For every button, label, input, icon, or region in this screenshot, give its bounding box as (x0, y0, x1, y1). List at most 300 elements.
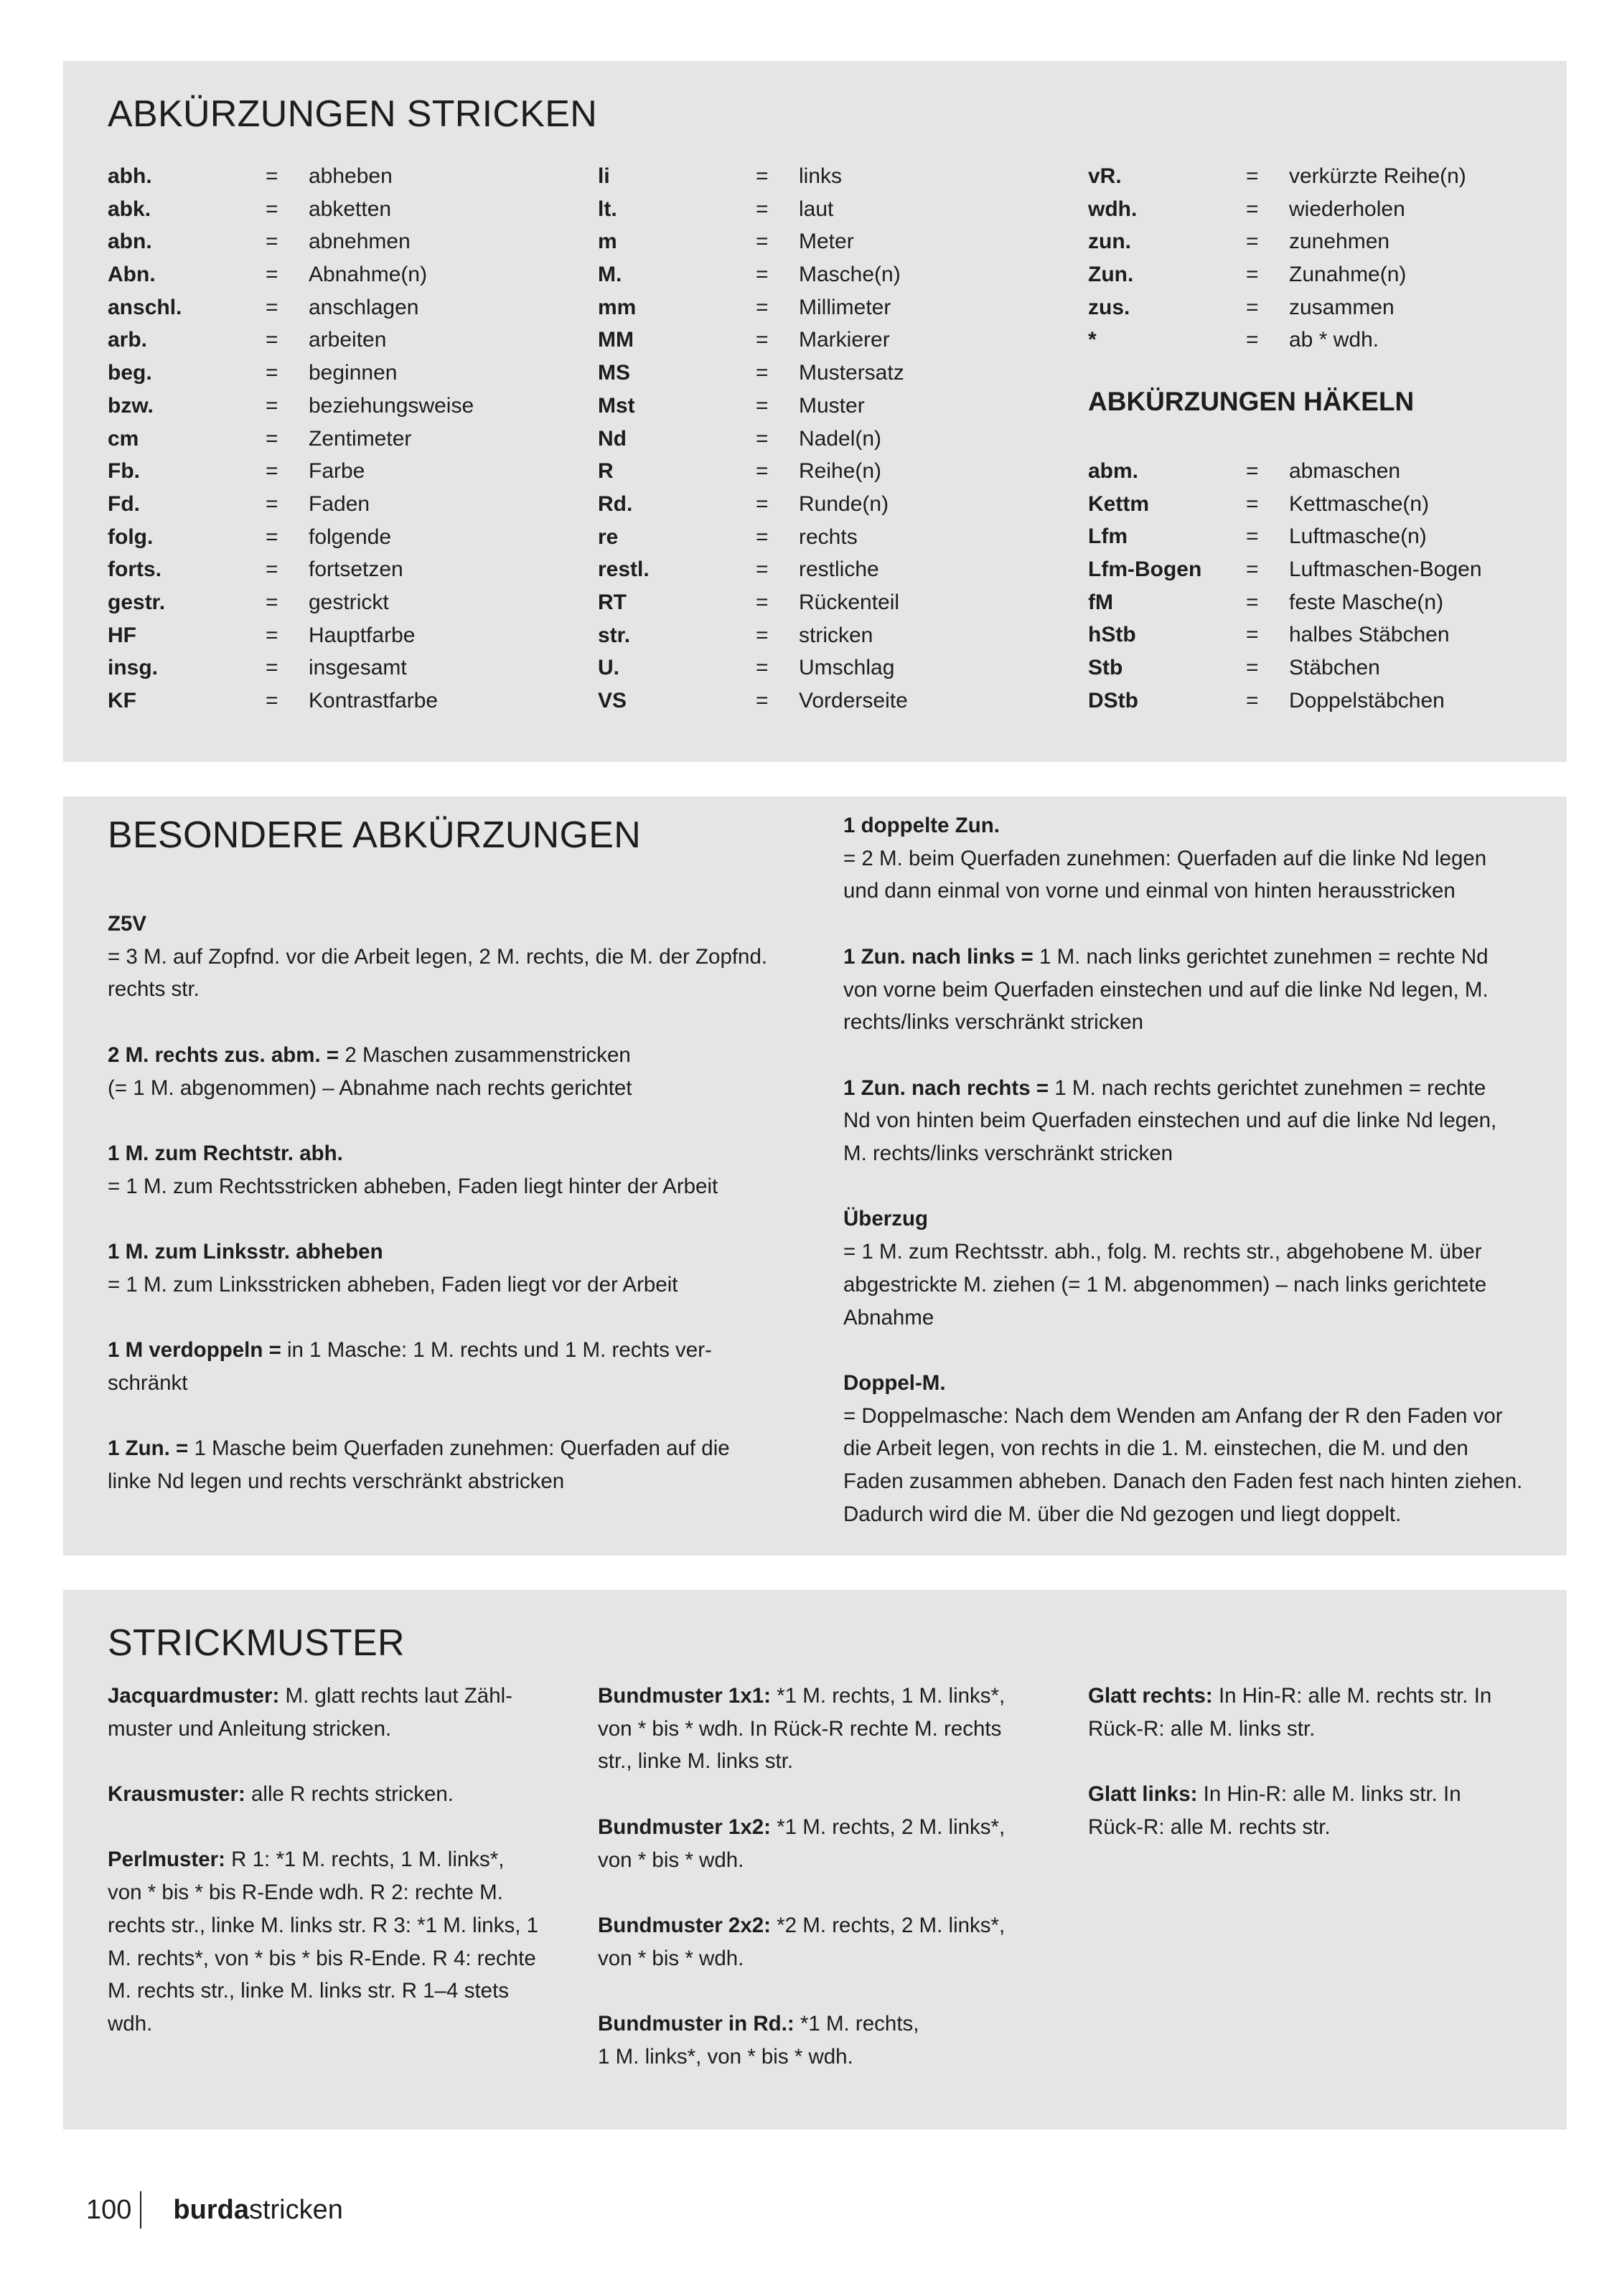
definition-line (108, 1072, 767, 1105)
definition-line (108, 1680, 538, 1713)
abbreviation-term: forts. (108, 557, 161, 582)
definition-text: Rück-R: alle M. links str. (1088, 1716, 1316, 1741)
definition-line (598, 1844, 1005, 1877)
brand-bold: burda (173, 2194, 249, 2225)
knit-abbr-column-2 (598, 160, 908, 718)
definition-text: 1 M. nach links gerichtet zunehmen = rechte Nd (1033, 944, 1489, 969)
definition-text: alle R rechts stricken. (245, 1782, 454, 1807)
abbreviation-meaning: Zentimeter (309, 426, 412, 451)
abbreviation-term: zus. (1088, 295, 1130, 319)
definition-line (598, 2041, 1005, 2074)
definition-line (843, 1137, 1522, 1170)
abbreviation-term: RT (598, 590, 627, 614)
definition-line (598, 1811, 1005, 1844)
abbreviation-meaning: Reihe(n) (799, 459, 882, 484)
definition-text: *1 M. rechts, 1 M. links*, (770, 1684, 1006, 1708)
definition-line (108, 1843, 538, 1876)
equals-sign: = (266, 393, 278, 418)
definition-text: M. rechts*, von * bis * bis R-Ende. R 4: rechte (108, 1946, 536, 1970)
definition-line (843, 974, 1522, 1007)
equals-sign: = (1246, 656, 1259, 680)
abbreviation-term: MS (598, 361, 630, 385)
abbreviation-row (1088, 291, 1466, 324)
definition-line (843, 941, 1522, 974)
abbreviation-meaning: ab * wdh. (1289, 328, 1379, 352)
abbreviation-term: insg. (108, 656, 159, 680)
definition-term: 1 Zun. nach rechts = (843, 1076, 1049, 1100)
definition-block (598, 1811, 1005, 1876)
abbreviation-term: HF (108, 623, 136, 647)
definition-line (598, 1745, 1005, 1778)
definition-text: von * bis * wdh. (598, 1848, 744, 1872)
abbreviation-row (598, 684, 908, 718)
abbreviation-row (1088, 684, 1482, 718)
definition-line (108, 1170, 767, 1203)
definition-term: Bundmuster in Rd.: (598, 2011, 795, 2036)
abbreviation-term: * (1088, 328, 1097, 352)
equals-sign: = (266, 656, 278, 680)
abbreviation-meaning: abheben (309, 164, 393, 188)
abbreviation-term: MM (598, 328, 634, 352)
definition-term-line (108, 1137, 767, 1170)
abbreviation-meaning: laut (799, 197, 834, 221)
abbreviation-row (598, 488, 908, 521)
definition-text: = 2 M. beim Querfaden zunehmen: Querfaden auf die linke Nd legen (843, 846, 1487, 870)
abbreviation-meaning: Nadel(n) (799, 426, 882, 451)
abbreviation-meaning: beziehungsweise (309, 393, 474, 418)
abbreviation-meaning: folgende (309, 524, 392, 549)
definition-text: Nd von hinten beim Querfaden einstechen und auf die linke Nd legen, (843, 1109, 1497, 1133)
patterns-column-1 (108, 1680, 538, 2041)
definition-text: str., linke M. links str. (598, 1749, 794, 1774)
definition-block (598, 2008, 1005, 2073)
knitting-abbreviations-title: ABKÜRZUNGEN STRICKEN (108, 93, 598, 135)
definition-text: R 1: *1 M. rechts, 1 M. links*, (225, 1848, 505, 1872)
special-abbreviations-panel (63, 796, 1567, 1556)
abbreviation-row (598, 193, 908, 226)
equals-sign: = (756, 230, 769, 254)
definition-term: 1 M verdoppeln = (108, 1338, 281, 1363)
definition-term-line (843, 1367, 1522, 1400)
abbreviation-term: Stb (1088, 656, 1123, 680)
abbreviation-meaning: insgesamt (309, 656, 407, 680)
abbreviation-meaning: Stäbchen (1289, 656, 1380, 680)
equals-sign: = (1246, 524, 1259, 549)
definition-line (108, 1778, 538, 1811)
abbreviation-row (1088, 324, 1466, 357)
definition-line (598, 1680, 1005, 1713)
definition-text: *1 M. rechts, 2 M. links*, (770, 1815, 1006, 1839)
definition-text: = 3 M. auf Zopfnd. vor die Arbeit legen, 2 M. rechts, die M. der Zopfnd. (108, 944, 768, 969)
definition-line (598, 1909, 1005, 1942)
abbreviation-meaning: zunehmen (1289, 230, 1390, 254)
abbreviation-row (108, 684, 474, 718)
abbreviation-meaning: restliche (799, 557, 879, 582)
abbreviation-row (108, 357, 474, 390)
abbreviation-meaning: rechts (799, 524, 858, 549)
abbreviation-row (108, 225, 474, 258)
abbreviation-meaning: Doppelstäbchen (1289, 688, 1445, 712)
definition-text: In Hin-R: alle M. rechts str. In (1212, 1684, 1492, 1708)
equals-sign: = (266, 459, 278, 484)
abbreviation-row (1088, 586, 1482, 619)
equals-sign: = (266, 263, 278, 287)
page-footer (86, 2190, 343, 2230)
special-abbr-left-column (108, 908, 767, 1498)
abbreviation-meaning: Umschlag (799, 656, 895, 680)
definition-text: Rück-R: alle M. rechts str. (1088, 1815, 1331, 1839)
abbreviation-term: Lfm-Bogen (1088, 557, 1202, 582)
definition-line (108, 1909, 538, 1942)
definition-text: In Hin-R: alle M. links str. In (1197, 1782, 1461, 1807)
abbreviation-term: restl. (598, 557, 650, 582)
definition-line (108, 1039, 767, 1072)
abbreviation-meaning: Luftmasche(n) (1289, 524, 1427, 549)
equals-sign: = (756, 295, 769, 319)
definition-line (843, 875, 1522, 908)
abbreviation-meaning: Millimeter (799, 295, 891, 319)
equals-sign: = (1246, 491, 1259, 516)
definition-term-line (843, 1203, 1522, 1236)
abbreviation-term: abk. (108, 197, 151, 221)
definition-text: wdh. (108, 2012, 153, 2036)
definition-line (108, 1876, 538, 1909)
definition-line (843, 1269, 1522, 1302)
abbreviation-row (108, 455, 474, 488)
abbreviation-row (1088, 553, 1482, 586)
definition-term-line (108, 1236, 767, 1269)
abbreviation-meaning: gestrickt (309, 590, 389, 614)
abbreviation-meaning: Runde(n) (799, 491, 889, 516)
abbreviation-row (598, 423, 908, 456)
abbreviation-term: DStb (1088, 688, 1138, 712)
definition-text: M. glatt rechts laut Zähl- (279, 1684, 512, 1708)
definition-block (108, 1843, 538, 2040)
definition-term: 1 M. zum Linksstr. abheben (108, 1239, 383, 1264)
definition-text: = 1 M. zum Linksstricken abheben, Faden liegt vor der Arbeit (108, 1272, 678, 1297)
abbreviation-row (108, 160, 474, 193)
definition-line (108, 1367, 767, 1400)
definition-text: Abnahme (843, 1305, 934, 1330)
definition-block (598, 1909, 1005, 1975)
abbreviation-meaning: zusammen (1289, 295, 1395, 319)
equals-sign: = (756, 361, 769, 385)
definition-line (108, 973, 767, 1006)
abbreviation-row (598, 160, 908, 193)
definition-line (843, 1236, 1522, 1269)
equals-sign: = (756, 689, 769, 712)
abbreviation-meaning: abketten (309, 197, 392, 221)
equals-sign: = (1246, 230, 1259, 254)
equals-sign: = (266, 557, 278, 582)
abbreviation-meaning: Mustersatz (799, 361, 904, 385)
abbreviation-term: Lfm (1088, 524, 1128, 549)
brand-logo (173, 2195, 342, 2226)
definition-term: Z5V (108, 912, 147, 936)
definition-block (843, 1072, 1522, 1170)
abbreviation-row (108, 423, 474, 456)
abbreviation-term: Fd. (108, 491, 140, 516)
knitting-patterns-title: STRICKMUSTER (108, 1622, 405, 1664)
definition-text: von * bis * bis R-Ende wdh. R 2: rechte M. (108, 1881, 503, 1905)
definition-text: rechts str., linke M. links str. R 3: *1 M. links, 1 (108, 1913, 538, 1937)
definition-line (843, 1498, 1522, 1531)
equals-sign: = (1246, 197, 1259, 221)
definition-text: von * bis * wdh. (598, 1946, 744, 1970)
abbreviation-row (1088, 258, 1466, 291)
definition-line (1088, 1713, 1491, 1746)
equals-sign: = (756, 263, 769, 287)
abbreviation-row (1088, 618, 1482, 651)
abbreviation-meaning: Zunahme(n) (1289, 263, 1407, 287)
abbreviation-meaning: Kettmasche(n) (1289, 491, 1430, 516)
equals-sign: = (756, 459, 769, 484)
abbreviation-row (598, 619, 908, 652)
equals-sign: = (756, 590, 769, 614)
equals-sign: = (1246, 688, 1259, 712)
definition-block (843, 809, 1522, 908)
abbreviation-term: m (598, 230, 617, 254)
abbreviation-meaning: Kontrastfarbe (309, 689, 439, 712)
definition-line (1088, 1680, 1491, 1713)
abbreviation-row (598, 324, 908, 357)
abbreviation-row (108, 193, 474, 226)
abbreviation-term: Kettm (1088, 491, 1150, 516)
definition-block (108, 1039, 767, 1104)
abbreviation-term: abh. (108, 164, 152, 188)
abbreviation-meaning: Faden (309, 491, 370, 516)
abbreviation-term: abm. (1088, 459, 1139, 483)
abbreviation-meaning: Rückenteil (799, 590, 900, 614)
abbreviation-row (1088, 651, 1482, 684)
abbreviation-row (598, 553, 908, 586)
abbreviation-term: bzw. (108, 393, 154, 418)
abbreviation-row (598, 291, 908, 324)
abbreviation-meaning: Abnahme(n) (309, 263, 428, 287)
abbreviation-term: fM (1088, 590, 1113, 614)
abbreviation-row (108, 553, 474, 586)
definition-line (598, 1942, 1005, 1975)
definition-text: (= 1 M. abgenommen) – Abnahme nach rechts gerichtet (108, 1076, 632, 1100)
abbreviation-meaning: Muster (799, 393, 865, 418)
abbreviation-row (1088, 455, 1482, 488)
definition-term: Bundmuster 1x2: (598, 1815, 771, 1839)
definition-text: rechts str. (108, 977, 200, 1002)
abbreviation-term: R (598, 459, 614, 484)
abbreviation-term: li (598, 164, 610, 188)
equals-sign: = (266, 524, 278, 549)
definition-block (108, 1236, 767, 1301)
crochet-abbr-column (1088, 455, 1482, 718)
definition-block (108, 1432, 767, 1497)
special-abbreviations-title: BESONDERE ABKÜRZUNGEN (108, 814, 642, 856)
abbreviation-row (598, 651, 908, 684)
abbreviation-term: str. (598, 623, 631, 647)
definition-block (598, 1680, 1005, 1778)
definition-term: 2 M. rechts zus. abm. = (108, 1043, 339, 1067)
abbreviation-meaning: feste Masche(n) (1289, 590, 1444, 614)
definition-term: 1 M. zum Rechtstr. abh. (108, 1141, 343, 1165)
definition-line (108, 2008, 538, 2041)
abbreviation-term: Mst (598, 393, 635, 418)
definition-term: Krausmuster: (108, 1782, 245, 1807)
abbreviation-term: U. (598, 656, 619, 680)
definition-text: Dadurch wird die M. über die Nd gezogen und liegt doppelt. (843, 1502, 1402, 1526)
definition-line (843, 1302, 1522, 1335)
knit-abbr-column-1 (108, 160, 474, 718)
definition-block (108, 1137, 767, 1203)
definition-text: 1 Masche beim Querfaden zunehmen: Querfaden auf die (188, 1436, 730, 1461)
definition-text: und dann einmal von vorne und einmal von hinten herausstricken (843, 879, 1456, 903)
abbreviation-row (108, 619, 474, 652)
abbreviation-term: folg. (108, 524, 154, 549)
definition-line (108, 1334, 767, 1367)
definition-line (843, 842, 1522, 875)
abbreviation-row (598, 225, 908, 258)
definition-text: *2 M. rechts, 2 M. links*, (770, 1913, 1006, 1937)
equals-sign: = (756, 328, 769, 352)
equals-sign: = (266, 295, 278, 319)
definition-text: linke Nd legen und rechts verschränkt abstricken (108, 1469, 565, 1493)
definition-text: in 1 Masche: 1 M. rechts und 1 M. rechts ver- (281, 1338, 712, 1363)
knitting-abbreviations-panel (63, 61, 1567, 762)
crochet-abbreviations-title: ABKÜRZUNGEN HÄKELN (1088, 387, 1415, 416)
patterns-column-2 (598, 1680, 1005, 2073)
abbreviation-meaning: abmaschen (1289, 459, 1401, 483)
abbreviation-meaning: fortsetzen (309, 557, 403, 582)
definition-line (1088, 1778, 1491, 1811)
abbreviation-meaning: Farbe (309, 459, 365, 484)
abbreviation-row (1088, 488, 1482, 521)
definition-line (108, 1432, 767, 1465)
abbreviation-row (108, 258, 474, 291)
abbreviation-meaning: abnehmen (309, 230, 411, 254)
knitting-patterns-panel (63, 1590, 1567, 2130)
equals-sign: = (266, 623, 278, 647)
equals-sign: = (756, 197, 769, 221)
equals-sign: = (756, 426, 769, 451)
abbreviation-meaning: Markierer (799, 328, 890, 352)
definition-text: muster und Anleitung stricken. (108, 1716, 392, 1741)
equals-sign: = (266, 328, 278, 352)
definition-term-line (843, 809, 1522, 842)
definition-term: Glatt rechts: (1088, 1684, 1213, 1708)
abbreviation-term: vR. (1088, 164, 1122, 188)
abbreviation-row (108, 324, 474, 357)
definition-term: Glatt links: (1088, 1782, 1198, 1807)
definition-block (843, 1367, 1522, 1531)
abbreviation-term: VS (598, 689, 627, 712)
definition-text: = 1 M. zum Rechtsstr. abh., folg. M. rechts str., abgehobene M. über (843, 1240, 1482, 1264)
abbreviation-row (1088, 160, 1466, 193)
equals-sign: = (756, 557, 769, 582)
definition-text: = 1 M. zum Rechtsstricken abheben, Faden liegt hinter der Arbeit (108, 1174, 718, 1198)
abbreviation-row (598, 455, 908, 488)
abbreviation-row (598, 258, 908, 291)
abbreviation-meaning: Meter (799, 230, 854, 254)
equals-sign: = (1246, 263, 1259, 287)
abbreviation-meaning: Masche(n) (799, 263, 901, 287)
abbreviation-term: Fb. (108, 459, 140, 484)
equals-sign: = (266, 164, 278, 188)
definition-text: 1 M. nach rechts gerichtet zunehmen = rechte (1049, 1076, 1486, 1100)
special-abbr-right-column (843, 809, 1522, 1530)
definition-line (108, 1942, 538, 1975)
abbreviation-row (108, 488, 474, 521)
abbreviation-row (108, 291, 474, 324)
abbreviation-row (1088, 225, 1466, 258)
equals-sign: = (1246, 557, 1259, 582)
abbreviation-term: anschl. (108, 295, 182, 319)
abbreviation-row (598, 390, 908, 423)
abbreviation-term: lt. (598, 197, 617, 221)
abbreviation-meaning: links (799, 164, 843, 188)
definition-line (843, 1400, 1522, 1433)
equals-sign: = (756, 623, 769, 647)
definition-term: 1 doppelte Zun. (843, 814, 1000, 837)
abbreviation-row (598, 357, 908, 390)
abbreviation-row (1088, 520, 1482, 553)
equals-sign: = (266, 230, 278, 254)
abbreviation-term: KF (108, 689, 136, 712)
definition-text: M. rechts str., linke M. links str. R 1–4 stets (108, 1979, 510, 2003)
definition-term: Doppel-M. (843, 1370, 946, 1395)
definition-term: Jacquardmuster: (108, 1684, 280, 1708)
abbreviation-row (1088, 193, 1466, 226)
definition-term: Bundmuster 2x2: (598, 1913, 771, 1937)
abbreviation-meaning: verkürzte Reihe(n) (1289, 164, 1466, 188)
definition-term: Perlmuster: (108, 1848, 225, 1872)
definition-text: Faden zusammen abheben. Danach den Faden fest nach hinten ziehen. (843, 1469, 1523, 1493)
definition-text: die Arbeit legen, von rechts in die 1. M. einstechen, die M. und den (843, 1436, 1468, 1461)
abbreviation-term: M. (598, 263, 622, 287)
equals-sign: = (266, 689, 278, 712)
definition-text: *1 M. rechts, (794, 2011, 919, 2036)
definition-term: 1 Zun. nach links = (843, 944, 1034, 969)
definition-block (843, 1203, 1522, 1334)
definition-line (843, 1104, 1522, 1137)
equals-sign: = (266, 361, 278, 385)
abbreviation-term: zun. (1088, 230, 1131, 254)
equals-sign: = (266, 491, 278, 516)
definition-block (843, 941, 1522, 1039)
definition-line (843, 1072, 1522, 1105)
equals-sign: = (1246, 590, 1259, 614)
definition-block (108, 1680, 538, 1745)
abbreviation-term: mm (598, 295, 637, 319)
page-number: 100 (86, 2191, 141, 2229)
patterns-column-3 (1088, 1680, 1491, 1844)
equals-sign: = (266, 426, 278, 451)
abbreviation-term: wdh. (1088, 197, 1138, 221)
equals-sign: = (1246, 295, 1259, 319)
definition-term: Überzug (843, 1207, 928, 1231)
definition-line (598, 2008, 1005, 2041)
definition-text: von vorne beim Querfaden einstechen und auf die linke Nd legen, M. (843, 977, 1489, 1002)
brand-regular: stricken (248, 2194, 343, 2225)
definition-text: von * bis * wdh. In Rück-R rechte M. rechts (598, 1716, 1002, 1741)
definition-line (598, 1713, 1005, 1746)
definition-text: M. rechts/links verschränkt stricken (843, 1142, 1173, 1165)
abbreviation-row (598, 521, 908, 554)
abbreviation-term: arb. (108, 328, 148, 352)
definition-line (843, 1465, 1522, 1498)
abbreviation-term: gestr. (108, 590, 166, 614)
definition-line (108, 1269, 767, 1302)
equals-sign: = (756, 164, 769, 188)
abbreviation-row (108, 521, 474, 554)
abbreviation-meaning: wiederholen (1289, 197, 1405, 221)
